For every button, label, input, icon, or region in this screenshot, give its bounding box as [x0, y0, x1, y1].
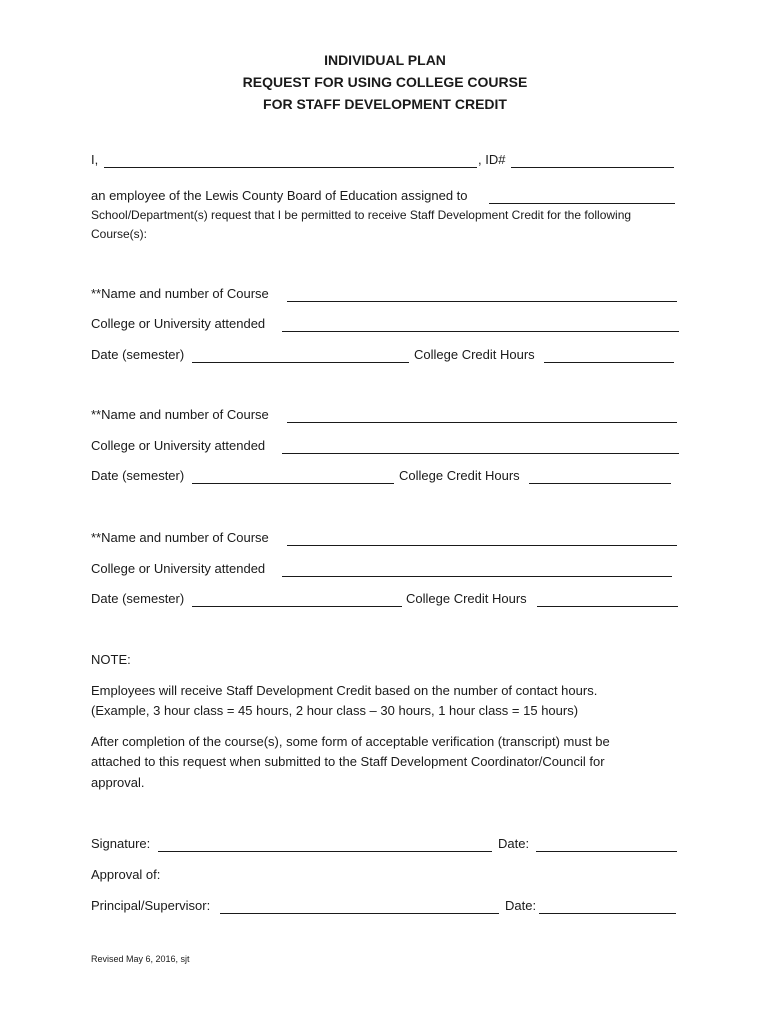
credit-hours-field[interactable] — [544, 349, 674, 363]
note-paragraph-1-line-1: Employees will receive Staff Development Credit based on the number of contact hours. — [91, 683, 598, 698]
date-semester-label: Date (semester) — [91, 468, 185, 483]
date-semester-label: Date (semester) — [91, 347, 185, 362]
principal-date-field[interactable] — [539, 900, 676, 914]
credit-hours-label: College Credit Hours — [399, 468, 520, 483]
course-name-label: **Name and number of Course — [91, 286, 269, 301]
credit-hours-field[interactable] — [537, 593, 678, 607]
signature-field[interactable] — [158, 838, 492, 852]
signature-label: Signature: — [91, 836, 151, 851]
approval-label: Approval of: — [91, 867, 161, 882]
note-paragraph-2-line-2: attached to this request when submitted to the Staff Development Coordinator/Council for — [91, 754, 605, 769]
college-field[interactable] — [282, 440, 679, 454]
college-field[interactable] — [282, 318, 679, 332]
note-paragraph-2-line-1: After completion of the course(s), some form of acceptable verification (transcript) must be — [91, 734, 610, 749]
college-label: College or University attended — [91, 438, 266, 453]
date-semester-label: Date (semester) — [91, 591, 185, 606]
revision-note: Revised May 6, 2016, sjt — [91, 954, 190, 964]
credit-hours-label: College Credit Hours — [406, 591, 527, 606]
employee-id-field[interactable] — [511, 154, 674, 168]
course-name-label: **Name and number of Course — [91, 407, 269, 422]
college-field[interactable] — [282, 563, 672, 577]
form-title-line-3: FOR STAFF DEVELOPMENT CREDIT — [263, 96, 507, 112]
assigned-to-field[interactable] — [489, 190, 675, 204]
request-text-line-1: School/Department(s) request that I be permitted to receive Staff Development Credit for the following — [91, 208, 632, 222]
date-semester-field[interactable] — [192, 470, 394, 484]
date-semester-field[interactable] — [192, 593, 402, 607]
date-label: Date: — [498, 836, 530, 851]
principal-signature-field[interactable] — [220, 900, 499, 914]
date-label: Date: — [505, 898, 537, 913]
credit-hours-label: College Credit Hours — [414, 347, 535, 362]
credit-hours-field[interactable] — [529, 470, 671, 484]
college-label: College or University attended — [91, 316, 266, 331]
request-text-line-2: Course(s): — [91, 227, 148, 241]
course-name-field[interactable] — [287, 532, 677, 546]
principal-label: Principal/Supervisor: — [91, 898, 211, 913]
employee-text: an employee of the Lewis County Board of Education assigned to — [91, 188, 468, 203]
i-label: I, — [91, 152, 99, 167]
form-title-line-1: INDIVIDUAL PLAN — [324, 52, 446, 68]
note-paragraph-1-line-2: (Example, 3 hour class = 45 hours, 2 hour class – 30 hours, 1 hour class = 15 hours) — [91, 703, 579, 718]
college-label: College or University attended — [91, 561, 266, 576]
date-semester-field[interactable] — [192, 349, 409, 363]
course-name-field[interactable] — [287, 409, 677, 423]
employee-name-field[interactable] — [104, 154, 477, 168]
note-heading: NOTE: — [91, 652, 131, 667]
signature-date-field[interactable] — [536, 838, 677, 852]
id-label: , ID# — [478, 152, 506, 167]
course-name-label: **Name and number of Course — [91, 530, 269, 545]
note-paragraph-2-line-3: approval. — [91, 775, 145, 790]
course-name-field[interactable] — [287, 288, 677, 302]
form-title-line-2: REQUEST FOR USING COLLEGE COURSE — [242, 74, 528, 90]
